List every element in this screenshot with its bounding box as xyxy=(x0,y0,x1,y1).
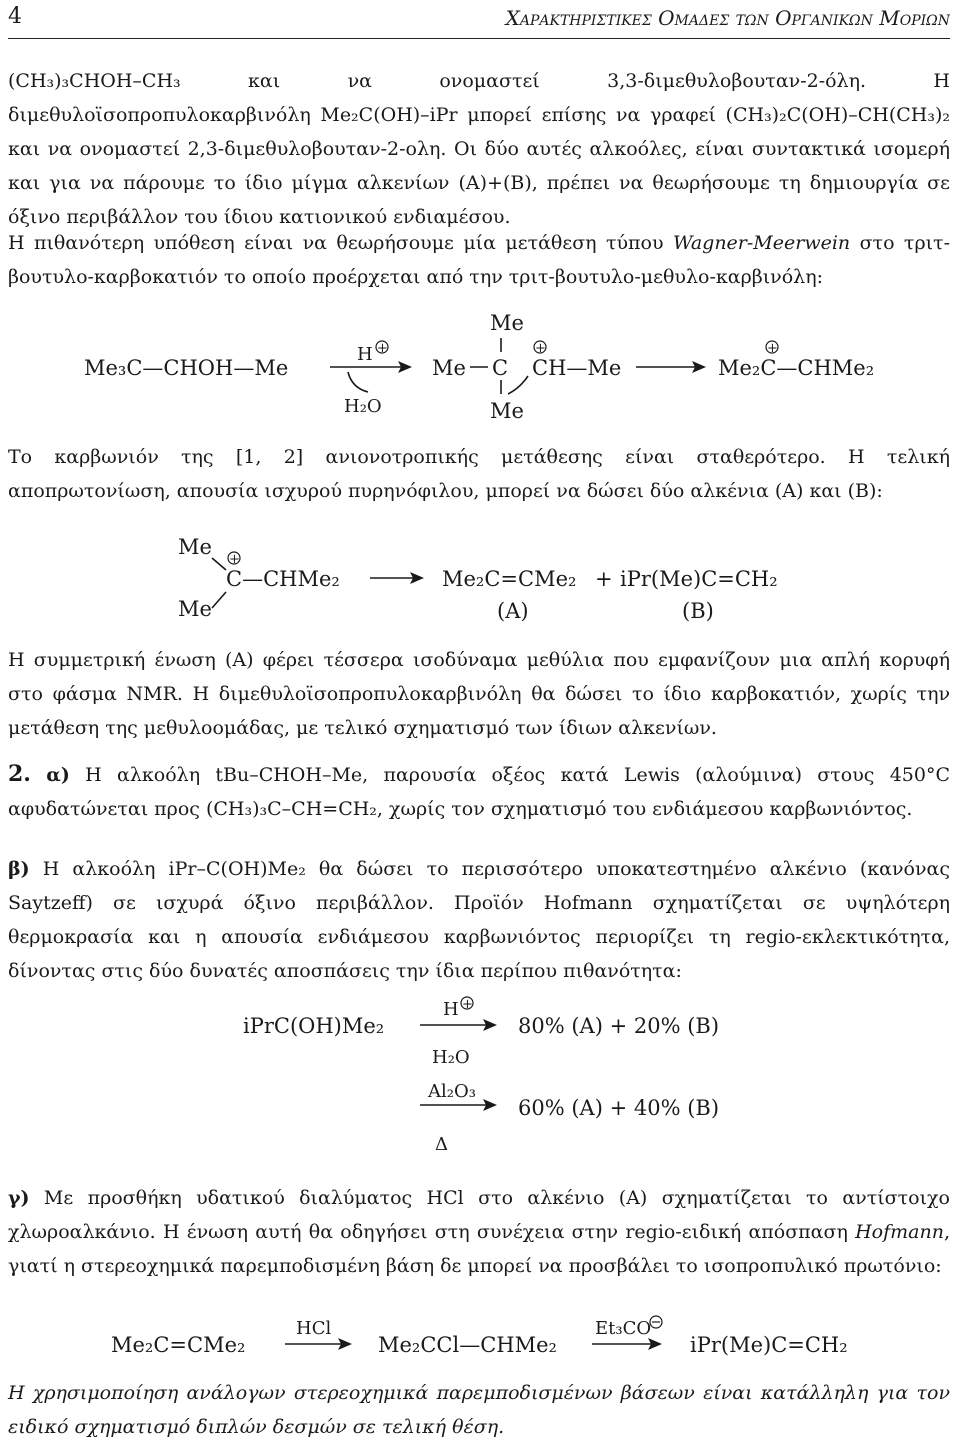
scheme1-reactant: Me₃C—CHOH—Me xyxy=(84,356,289,380)
scheme1-intermediate-left: Me xyxy=(432,356,466,380)
scheme1-intermediate-right: CH—Me xyxy=(532,356,622,380)
item-label-c: γ) xyxy=(8,1187,30,1209)
paragraph-7 xyxy=(8,1181,950,1283)
paragraph-6 xyxy=(8,852,950,988)
scheme3-cond1-bottom: H₂O xyxy=(432,1047,470,1068)
paragraph-2-before: Η πιθανότερη υπόθεση είναι να θεωρήσουμε μία μετάθεση τύπου xyxy=(8,232,673,254)
page-header xyxy=(8,4,950,32)
scheme1-intermediate-bottom: Me xyxy=(490,399,524,423)
paragraph-3-text: Το καρβωνιόν της [1, 2] ανιονοτροπικής μετάθεσης είναι σταθερότερο. Η τελική αποπρωτονίωση, απουσία ισχυρού πυρηνόφιλου, μπορεί να δώσει δύο αλκένια (A) και (B): xyxy=(8,446,950,502)
scheme2-product-b: iPr(Me)C=CH₂ xyxy=(620,567,778,591)
item-label-b: β) xyxy=(8,858,30,880)
scheme2-me-top: Me xyxy=(178,535,212,559)
paragraph-2 xyxy=(8,226,950,294)
scheme2-me-bottom: Me xyxy=(178,597,212,621)
svg-text:+: + xyxy=(377,341,388,356)
curved-arrow-icon xyxy=(508,376,528,394)
paragraph-4 xyxy=(8,643,950,745)
scheme4-start: Me₂C=CMe₂ xyxy=(111,1333,246,1357)
scheme3-cond2-bottom: Δ xyxy=(435,1134,448,1155)
paragraph-8-text: Η χρησιμοποίηση ανάλογων στερεοχημικά παρεμποδισμένων βάσεων είναι κατάλληλη για τον ειδικό σχηματισμό διπλών δεσμών σε τελική θέση. xyxy=(8,1382,950,1438)
paragraph-7-text1: Με προσθήκη υδατικού διαλύματος HCl στο αλκένιο (A) σχηματίζεται το αντίστοιχο χλωροαλκάνιο. Η ένωση αυτή θα οδηγήσει στη συνέχεια στην regio-ειδική απόσπαση xyxy=(8,1187,950,1243)
paragraph-7-text2: , γιατί η στερεοχημικά παρεμποδισμένη βάση δε μπορεί να προσβάλει το ισοπροπυλικό πρωτόνιο: xyxy=(8,1221,950,1277)
svg-text:+: + xyxy=(535,341,546,356)
reaction-scheme-3 xyxy=(0,995,960,1160)
reaction-scheme-4 xyxy=(0,1312,960,1372)
paragraph-5 xyxy=(8,757,950,826)
reaction-scheme-1 xyxy=(0,300,960,430)
scheme1-intermediate-top: Me xyxy=(490,311,524,335)
scheme4-reagent2: Et₃CO xyxy=(595,1318,652,1339)
item-number: 2. xyxy=(8,761,31,787)
scheme2-label-b: (B) xyxy=(682,599,714,623)
paragraph-4-text: Η συμμετρική ένωση (A) φέρει τέσσερα ισοδύναμα μεθύλια που εμφανίζουν μια απλή κορυφή στο φάσμα NMR. Η διμεθυλοϊσοπροπυλοκαρβινόλη θα δώσει το ίδιο καρβοκατιόν, χωρίς την μετάθεση της μεθυλοομάδας, με τελικό σχηματισμό των ίδιων αλκενίων. xyxy=(8,649,950,739)
reaction-scheme-2 xyxy=(0,528,960,632)
header-rule xyxy=(8,38,950,39)
scheme4-end: iPr(Me)C=CH₂ xyxy=(690,1333,848,1357)
scheme2-plus: + xyxy=(595,567,613,591)
scheme3-reactant: iPrC(OH)Me₂ xyxy=(243,1014,385,1038)
paragraph-6-text: Η αλκοόλη iPr–C(OH)Me₂ θα δώσει το περισσότερο υποκατεστημένο αλκένιο (κανόνας Saytzeff) σε ισχυρά όξινο περιβάλλον. Προϊόν Hofmann σχηματίζεται σε υψηλότερη θερμοκρασία και η απουσία ενδιάμεσου καρβωνιόντος περιορίζει τη regio-εκλεκτικότητα, δίνοντας στις δύο δυνατές αποσπάσεις την ίδια περίπου πιθανότητα: xyxy=(8,858,950,982)
scheme4-reagent1: HCl xyxy=(296,1318,332,1339)
scheme1-product: Me₂C—CHMe₂ xyxy=(718,356,875,380)
paragraph-3 xyxy=(8,440,950,508)
scheme2-center: C—CHMe₂ xyxy=(226,567,340,591)
scheme3-result2: 60% (A) + 40% (B) xyxy=(518,1096,720,1120)
paragraph-7-italic: Hofmann xyxy=(855,1221,944,1243)
scheme1-reagent-top: H xyxy=(357,344,373,365)
svg-text:+: + xyxy=(462,997,473,1012)
curved-arrow-icon xyxy=(348,372,368,392)
scheme1-reagent-bottom: H₂O xyxy=(344,396,382,417)
scheme4-middle: Me₂CCl—CHMe₂ xyxy=(378,1333,557,1357)
paragraph-1 xyxy=(8,64,950,234)
scheme3-cond1-top: H xyxy=(443,999,459,1020)
scheme3-result1: 80% (A) + 20% (B) xyxy=(518,1014,720,1038)
paragraph-2-after: στο τριτ-βουτυλο-καρβοκατιόν το οποίο προέρχεται από την τριτ-βουτυλο-μεθυλο-καρβινόλη: xyxy=(8,232,950,288)
paragraph-1-text: (CH₃)₃CHOH–CH₃ και να ονομαστεί 3,3-διμεθυλοβουταν-2-όλη. Η διμεθυλοϊσοπροπυλοκαρβινόλη Me₂C(OH)–iPr μπορεί επίσης να γραφεί (CH₃)₂C(OH)–CH(CH₃)₂ και να ονομαστεί 2,3-διμεθυλοβουταν-2-ολη. Οι δύο αυτές αλκοόλες, είναι συντακτικά ισομερή και για να πάρουμε το ίδιο μίγμα αλκενίων (A)+(B), πρέπει να θεωρήσουμε τη δημιουργία σε όξινο περιβάλλον του ίδιου κατιονικού ενδιαμέσου. xyxy=(8,70,950,228)
item-label-a: α) xyxy=(46,764,70,786)
running-title: Χαρακτηριστικες Ομαδες των Οργανικων Μοριων xyxy=(505,6,950,30)
scheme1-intermediate-center: C xyxy=(492,356,509,380)
scheme2-label-a: (A) xyxy=(497,599,529,623)
paragraph-5-text: Η αλκοόλη tBu–CHOH–Me, παρουσία οξέος κατά Lewis (αλούμινα) στους 450°C αφυδατώνεται προς (CH₃)₃C–CH=CH₂, χωρίς τον σχηματισμό του ενδιάμεσου καρβωνιόντος. xyxy=(8,764,950,820)
svg-text:+: + xyxy=(229,552,240,567)
scheme3-cond2-top: Al₂O₃ xyxy=(428,1081,476,1102)
paragraph-8 xyxy=(8,1376,950,1444)
svg-text:+: + xyxy=(767,341,778,356)
scheme2-product-a: Me₂C=CMe₂ xyxy=(442,567,577,591)
page-number: 4 xyxy=(8,4,22,29)
paragraph-2-italic: Wagner-Meerwein xyxy=(672,232,851,254)
